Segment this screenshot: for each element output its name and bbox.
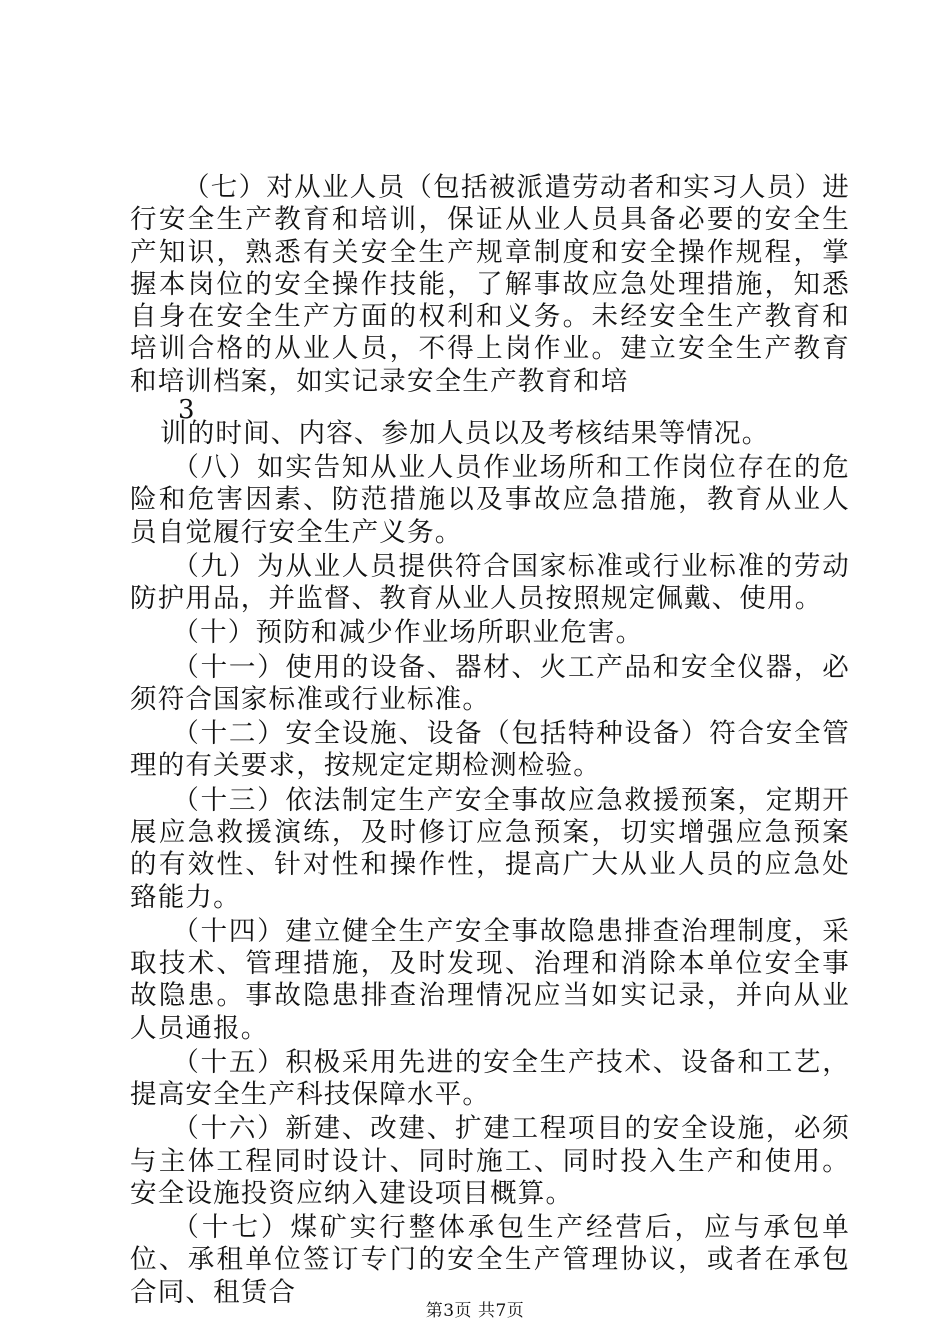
paragraph-15: （十五）积极采用先进的安全生产技术、设备和工艺，提高安全生产科技保障水平。 (130, 1046, 850, 1111)
paragraph-8: （八）如实告知从业人员作业场所和工作岗位存在的危险和危害因素、防范措施以及事故应急措施，教育从业人员自觉履行安全生产义务。 (130, 452, 850, 548)
page-marker: 3 (178, 395, 195, 425)
paragraph-continuation: 训的时间、内容、参加人员以及考核结果等情况。 (160, 418, 770, 449)
paragraph-11: （十一）使用的设备、器材、火工产品和安全仪器，必须符合国家标准或行业标准。 (130, 651, 850, 715)
paragraph-7: （七）对从业人员（包括被派遣劳动者和实习人员）进行安全生产教育和培训，保证从业人员具备必要的安全生产知识，熟悉有关安全生产规章制度和安全操作规程，掌握本岗位的安全操作技能，了解事故应急处理措施，知悉自身在安全生产方面的权利和义务。未经安全生产教育和培训合格的从业人员，不得上岗作业。建立安全生产教育和培训档案，如实记录安全生产教育和培 (130, 172, 850, 397)
paragraph-16: （十六）新建、改建、扩建工程项目的安全设施，必须与主体工程同时设计、同时施工、同时投入生产和使用。安全设施投资应纳入建设项目概算。 (130, 1113, 850, 1209)
paragraph-12: （十二）安全设施、设备（包括特种设备）符合安全管理的有关要求，按规定定期检测检验。 (130, 718, 850, 782)
document-body-top (130, 172, 850, 400)
page-footer: 第3页 共7页 (425, 1301, 525, 1321)
document-body-bottom (130, 418, 850, 1311)
paragraph-13: （十三）依法制定生产安全事故应急救援预案，定期开展应急救援演练，及时修订应急预案，切实增强应急预案的有效性、针对性和操作性，提高广大从业人员的应急处臵能力。 (130, 784, 850, 913)
paragraph-10: （十）预防和减少作业场所职业危害。 (172, 617, 644, 649)
paragraph-9: （九）为从业人员提供符合国家标准或行业标准的劳动防护用品，并监督、教育从业人员按照规定佩戴、使用。 (130, 550, 850, 615)
paragraph-14: （十四）建立健全生产安全事故隐患排查治理制度，采取技术、管理措施，及时发现、治理和消除本单位安全事故隐患。事故隐患排查治理情况应当如实记录，并向从业人员通报。 (130, 915, 850, 1044)
paragraph-17: （十七）煤矿实行整体承包生产经营后，应与承包单位、承租单位签订专门的安全生产管理协议，或者在承包合同、租赁合 (130, 1212, 850, 1308)
